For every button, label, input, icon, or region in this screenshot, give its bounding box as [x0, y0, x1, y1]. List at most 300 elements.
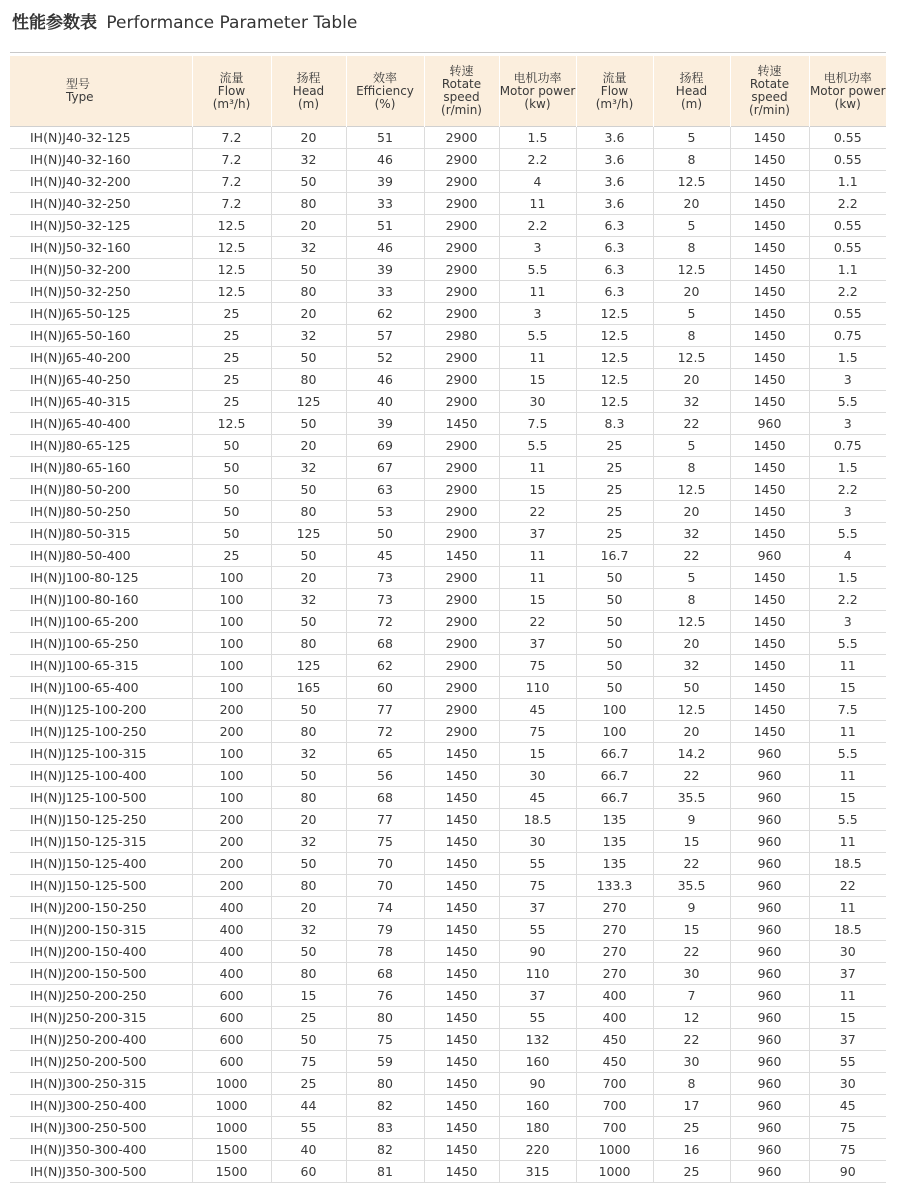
- table-cell: 30: [499, 831, 576, 853]
- table-cell: 2.2: [809, 479, 886, 501]
- table-cell: 11: [809, 985, 886, 1007]
- table-cell: 15: [809, 787, 886, 809]
- table-cell: 15: [653, 919, 730, 941]
- table-cell: 1450: [730, 347, 809, 369]
- model-type-cell: IH(N)J125-100-250: [10, 721, 192, 743]
- table-cell: 960: [730, 809, 809, 831]
- table-cell: 2900: [424, 171, 499, 193]
- table-cell: 15: [809, 1007, 886, 1029]
- table-row: [10, 765, 886, 787]
- table-cell: 50: [271, 941, 346, 963]
- table-cell: 1450: [730, 193, 809, 215]
- table-cell: 45: [499, 699, 576, 721]
- column-header-unit: (m): [297, 96, 320, 111]
- table-cell: 1450: [730, 479, 809, 501]
- table-cell: 2900: [424, 435, 499, 457]
- table-cell: 63: [346, 479, 424, 501]
- column-header: [271, 56, 346, 127]
- table-cell: 600: [192, 1051, 271, 1073]
- table-cell: 62: [346, 303, 424, 325]
- table-cell: 35.5: [653, 787, 730, 809]
- table-row: [10, 853, 886, 875]
- table-cell: 67: [346, 457, 424, 479]
- table-row: [10, 963, 886, 985]
- table-cell: 2900: [424, 721, 499, 743]
- model-type-cell: IH(N)J80-50-315: [10, 523, 192, 545]
- table-cell: 12.5: [192, 237, 271, 259]
- table-cell: 400: [192, 897, 271, 919]
- table-cell: 2900: [424, 347, 499, 369]
- table-cell: 33: [346, 193, 424, 215]
- table-cell: 315: [499, 1161, 576, 1183]
- table-cell: 37: [499, 985, 576, 1007]
- table-cell: 11: [499, 281, 576, 303]
- table-row: [10, 1095, 886, 1117]
- table-cell: 50: [653, 677, 730, 699]
- table-cell: 1450: [424, 941, 499, 963]
- table-cell: 37: [809, 963, 886, 985]
- table-cell: 77: [346, 699, 424, 721]
- table-cell: 600: [192, 985, 271, 1007]
- model-type-cell: IH(N)J125-100-400: [10, 765, 192, 787]
- table-cell: 200: [192, 853, 271, 875]
- table-row: [10, 127, 886, 149]
- table-cell: 960: [730, 897, 809, 919]
- table-cell: 65: [346, 743, 424, 765]
- table-cell: 200: [192, 699, 271, 721]
- table-cell: 32: [271, 919, 346, 941]
- model-type-cell: IH(N)J300-250-400: [10, 1095, 192, 1117]
- column-header-en: Motor power: [499, 83, 576, 98]
- table-cell: 73: [346, 589, 424, 611]
- table-cell: 51: [346, 215, 424, 237]
- table-cell: 1450: [424, 963, 499, 985]
- table-cell: 81: [346, 1161, 424, 1183]
- table-row: [10, 1029, 886, 1051]
- table-header-row: [10, 56, 886, 127]
- table-cell: 83: [346, 1117, 424, 1139]
- model-type-cell: IH(N)J300-250-500: [10, 1117, 192, 1139]
- table-cell: 12.5: [192, 413, 271, 435]
- table-cell: 25: [192, 369, 271, 391]
- table-cell: 200: [192, 875, 271, 897]
- column-header-cn: 流量: [602, 70, 627, 85]
- table-cell: 80: [346, 1073, 424, 1095]
- table-cell: 68: [346, 963, 424, 985]
- model-type-cell: IH(N)J200-150-250: [10, 897, 192, 919]
- model-type-cell: IH(N)J350-300-400: [10, 1139, 192, 1161]
- table-cell: 600: [192, 1007, 271, 1029]
- table-cell: 0.55: [809, 303, 886, 325]
- table-cell: 7.2: [192, 149, 271, 171]
- table-row: [10, 413, 886, 435]
- page-title-en: Performance Parameter Table: [106, 13, 358, 33]
- column-header-unit: (%): [374, 96, 396, 111]
- table-row: [10, 435, 886, 457]
- table-body: [10, 127, 886, 1183]
- table-cell: 2900: [424, 633, 499, 655]
- table-cell: 50: [576, 677, 653, 699]
- table-cell: 11: [809, 831, 886, 853]
- model-type-cell: IH(N)J50-32-250: [10, 281, 192, 303]
- table-row: [10, 633, 886, 655]
- model-type-cell: IH(N)J350-300-500: [10, 1161, 192, 1183]
- column-header-en: Efficiency: [356, 83, 414, 98]
- table-cell: 15: [809, 677, 886, 699]
- table-cell: 960: [730, 1073, 809, 1095]
- table-cell: 75: [809, 1139, 886, 1161]
- table-cell: 1450: [730, 567, 809, 589]
- table-cell: 22: [809, 875, 886, 897]
- table-row: [10, 325, 886, 347]
- table-cell: 400: [192, 919, 271, 941]
- table-cell: 1450: [424, 1117, 499, 1139]
- table-cell: 32: [271, 589, 346, 611]
- table-cell: 1450: [730, 655, 809, 677]
- table-cell: 2.2: [809, 193, 886, 215]
- table-cell: 700: [576, 1117, 653, 1139]
- model-type-cell: IH(N)J80-65-160: [10, 457, 192, 479]
- table-cell: 2900: [424, 589, 499, 611]
- table-cell: 20: [271, 127, 346, 149]
- column-header: [192, 56, 271, 127]
- table-cell: 25: [576, 435, 653, 457]
- table-cell: 12.5: [653, 259, 730, 281]
- model-type-cell: IH(N)J250-200-400: [10, 1029, 192, 1051]
- table-cell: 32: [271, 325, 346, 347]
- table-cell: 0.75: [809, 435, 886, 457]
- table-cell: 1450: [730, 501, 809, 523]
- table-cell: 5: [653, 127, 730, 149]
- table-cell: 4: [809, 545, 886, 567]
- table-cell: 2.2: [809, 281, 886, 303]
- table-cell: 50: [271, 853, 346, 875]
- model-type-cell: IH(N)J65-50-125: [10, 303, 192, 325]
- table-cell: 2900: [424, 369, 499, 391]
- table-cell: 1.1: [809, 259, 886, 281]
- table-row: [10, 369, 886, 391]
- table-cell: 11: [809, 655, 886, 677]
- model-type-cell: IH(N)J150-125-500: [10, 875, 192, 897]
- table-cell: 1.5: [809, 457, 886, 479]
- table-cell: 60: [271, 1161, 346, 1183]
- table-cell: 1450: [730, 369, 809, 391]
- table-cell: 12.5: [576, 347, 653, 369]
- model-type-cell: IH(N)J40-32-160: [10, 149, 192, 171]
- table-cell: 1450: [730, 633, 809, 655]
- model-type-cell: IH(N)J100-80-125: [10, 567, 192, 589]
- table-cell: 1450: [730, 677, 809, 699]
- table-cell: 20: [271, 215, 346, 237]
- table-cell: 50: [271, 413, 346, 435]
- table-cell: 960: [730, 1161, 809, 1183]
- table-cell: 1450: [424, 787, 499, 809]
- table-cell: 17: [653, 1095, 730, 1117]
- table-cell: 3: [809, 413, 886, 435]
- table-cell: 50: [271, 259, 346, 281]
- table-cell: 2900: [424, 567, 499, 589]
- table-cell: 32: [271, 149, 346, 171]
- table-row: [10, 611, 886, 633]
- table-cell: 100: [192, 743, 271, 765]
- table-cell: 7.2: [192, 193, 271, 215]
- table-cell: 1450: [424, 875, 499, 897]
- table-cell: 1000: [576, 1161, 653, 1183]
- table-cell: 135: [576, 809, 653, 831]
- column-header-en: Flow: [600, 83, 629, 98]
- table-cell: 7: [653, 985, 730, 1007]
- table-cell: 79: [346, 919, 424, 941]
- table-cell: 50: [271, 1029, 346, 1051]
- table-cell: 3: [499, 237, 576, 259]
- table-row: [10, 1139, 886, 1161]
- table-cell: 960: [730, 831, 809, 853]
- table-cell: 1.5: [499, 127, 576, 149]
- table-cell: 53: [346, 501, 424, 523]
- table-cell: 66.7: [576, 765, 653, 787]
- table-cell: 11: [499, 193, 576, 215]
- table-cell: 37: [499, 523, 576, 545]
- table-cell: 25: [576, 523, 653, 545]
- title-divider: [10, 52, 886, 53]
- table-cell: 200: [192, 809, 271, 831]
- table-row: [10, 985, 886, 1007]
- table-cell: 25: [192, 325, 271, 347]
- model-type-cell: IH(N)J80-50-250: [10, 501, 192, 523]
- table-cell: 1450: [424, 985, 499, 1007]
- table-cell: 32: [653, 523, 730, 545]
- table-cell: 2900: [424, 259, 499, 281]
- table-cell: 66.7: [576, 743, 653, 765]
- model-type-cell: IH(N)J65-40-400: [10, 413, 192, 435]
- table-cell: 1450: [424, 853, 499, 875]
- model-type-cell: IH(N)J40-32-200: [10, 171, 192, 193]
- table-cell: 55: [271, 1117, 346, 1139]
- column-header-unit: (r/min): [441, 103, 482, 117]
- table-row: [10, 1073, 886, 1095]
- table-cell: 80: [271, 633, 346, 655]
- table-cell: 180: [499, 1117, 576, 1139]
- table-cell: 82: [346, 1139, 424, 1161]
- table-cell: 100: [576, 699, 653, 721]
- table-cell: 75: [499, 721, 576, 743]
- column-header-unit: (r/min): [749, 103, 790, 117]
- table-cell: 1450: [730, 457, 809, 479]
- table-cell: 72: [346, 721, 424, 743]
- table-cell: 1000: [576, 1139, 653, 1161]
- table-cell: 1450: [424, 1073, 499, 1095]
- table-cell: 700: [576, 1095, 653, 1117]
- table-cell: 68: [346, 787, 424, 809]
- table-cell: 1.1: [809, 171, 886, 193]
- table-cell: 39: [346, 171, 424, 193]
- table-cell: 50: [576, 633, 653, 655]
- table-cell: 25: [192, 391, 271, 413]
- table-cell: 25: [271, 1073, 346, 1095]
- table-cell: 30: [809, 941, 886, 963]
- table-cell: 125: [271, 655, 346, 677]
- table-cell: 80: [271, 281, 346, 303]
- table-cell: 50: [576, 611, 653, 633]
- table-cell: 270: [576, 941, 653, 963]
- table-cell: 25: [576, 479, 653, 501]
- table-cell: 3.6: [576, 127, 653, 149]
- column-header-en: Flow: [217, 83, 246, 98]
- table-cell: 1450: [730, 611, 809, 633]
- table-cell: 3: [499, 303, 576, 325]
- table-cell: 2900: [424, 655, 499, 677]
- table-cell: 3: [809, 611, 886, 633]
- table-cell: 15: [499, 479, 576, 501]
- table-cell: 960: [730, 545, 809, 567]
- model-type-cell: IH(N)J150-125-400: [10, 853, 192, 875]
- table-cell: 12.5: [576, 391, 653, 413]
- model-type-cell: IH(N)J65-50-160: [10, 325, 192, 347]
- table-cell: 5.5: [809, 743, 886, 765]
- table-cell: 100: [576, 721, 653, 743]
- column-header: [346, 56, 424, 127]
- table-cell: 2900: [424, 611, 499, 633]
- table-row: [10, 1051, 886, 1073]
- column-header: [424, 56, 499, 127]
- table-cell: 46: [346, 237, 424, 259]
- table-cell: 74: [346, 897, 424, 919]
- table-cell: 30: [653, 963, 730, 985]
- table-cell: 22: [653, 413, 730, 435]
- model-type-cell: IH(N)J200-150-400: [10, 941, 192, 963]
- table-cell: 1450: [424, 919, 499, 941]
- table-cell: 20: [271, 809, 346, 831]
- column-header-cn: 扬程: [296, 70, 321, 85]
- table-cell: 2.2: [499, 215, 576, 237]
- table-cell: 1450: [424, 1029, 499, 1051]
- table-cell: 25: [192, 347, 271, 369]
- table-cell: 80: [271, 787, 346, 809]
- table-cell: 75: [499, 875, 576, 897]
- table-cell: 37: [499, 897, 576, 919]
- table-cell: 50: [192, 479, 271, 501]
- table-cell: 1450: [730, 259, 809, 281]
- table-cell: 110: [499, 963, 576, 985]
- table-cell: 20: [653, 633, 730, 655]
- column-header-cn: 流量: [219, 70, 244, 85]
- model-type-cell: IH(N)J125-100-500: [10, 787, 192, 809]
- column-header: [809, 56, 886, 127]
- column-header-unit: (kw): [834, 96, 861, 111]
- table-row: [10, 391, 886, 413]
- table-cell: 1450: [730, 303, 809, 325]
- table-cell: 32: [653, 391, 730, 413]
- table-row: [10, 1161, 886, 1183]
- table-cell: 82: [346, 1095, 424, 1117]
- table-cell: 16: [653, 1139, 730, 1161]
- table-cell: 30: [653, 1051, 730, 1073]
- table-cell: 8: [653, 149, 730, 171]
- table-cell: 11: [499, 457, 576, 479]
- table-cell: 70: [346, 875, 424, 897]
- table-cell: 80: [271, 193, 346, 215]
- table-cell: 75: [346, 1029, 424, 1051]
- column-header-unit: (m³/h): [595, 96, 634, 111]
- table-cell: 200: [192, 831, 271, 853]
- table-cell: 1500: [192, 1161, 271, 1183]
- table-cell: 32: [271, 831, 346, 853]
- model-type-cell: IH(N)J100-65-315: [10, 655, 192, 677]
- table-row: [10, 479, 886, 501]
- table-cell: 8: [653, 1073, 730, 1095]
- table-cell: 35.5: [653, 875, 730, 897]
- table-cell: 45: [499, 787, 576, 809]
- table-cell: 22: [653, 545, 730, 567]
- table-cell: 700: [576, 1073, 653, 1095]
- model-type-cell: IH(N)J50-32-200: [10, 259, 192, 281]
- table-cell: 2900: [424, 699, 499, 721]
- table-cell: 1450: [424, 765, 499, 787]
- table-cell: 11: [499, 545, 576, 567]
- table-cell: 160: [499, 1051, 576, 1073]
- table-cell: 7.2: [192, 171, 271, 193]
- table-row: [10, 545, 886, 567]
- table-cell: 3.6: [576, 171, 653, 193]
- table-cell: 75: [271, 1051, 346, 1073]
- table-cell: 270: [576, 897, 653, 919]
- table-cell: 600: [192, 1029, 271, 1051]
- model-type-cell: IH(N)J200-150-500: [10, 963, 192, 985]
- column-header-en: Rotate speed: [441, 77, 482, 104]
- table-cell: 75: [499, 655, 576, 677]
- table-cell: 80: [271, 369, 346, 391]
- table-cell: 80: [271, 501, 346, 523]
- table-cell: 100: [192, 765, 271, 787]
- table-row: [10, 347, 886, 369]
- table-cell: 7.5: [809, 699, 886, 721]
- column-header-en: Head: [292, 83, 325, 98]
- table-cell: 450: [576, 1051, 653, 1073]
- table-cell: 40: [271, 1139, 346, 1161]
- table-row: [10, 677, 886, 699]
- table-cell: 2900: [424, 149, 499, 171]
- table-cell: 960: [730, 787, 809, 809]
- table-cell: 75: [346, 831, 424, 853]
- table-cell: 0.55: [809, 215, 886, 237]
- table-cell: 5.5: [809, 633, 886, 655]
- model-type-cell: IH(N)J125-100-315: [10, 743, 192, 765]
- table-cell: 11: [809, 765, 886, 787]
- table-cell: 3.6: [576, 193, 653, 215]
- table-cell: 5.5: [499, 325, 576, 347]
- table-cell: 960: [730, 875, 809, 897]
- table-cell: 12.5: [192, 259, 271, 281]
- table-cell: 9: [653, 809, 730, 831]
- table-cell: 125: [271, 391, 346, 413]
- table-cell: 1450: [730, 391, 809, 413]
- table-cell: 400: [192, 941, 271, 963]
- table-row: [10, 215, 886, 237]
- table-cell: 30: [499, 391, 576, 413]
- column-header-en: Rotate speed: [749, 77, 790, 104]
- table-cell: 6.3: [576, 259, 653, 281]
- table-cell: 69: [346, 435, 424, 457]
- model-type-cell: IH(N)J65-40-250: [10, 369, 192, 391]
- table-cell: 50: [271, 479, 346, 501]
- table-row: [10, 567, 886, 589]
- table-cell: 3: [809, 501, 886, 523]
- table-cell: 50: [576, 567, 653, 589]
- table-cell: 50: [192, 435, 271, 457]
- column-header-cn: 转速: [757, 64, 782, 78]
- table-cell: 12.5: [653, 347, 730, 369]
- table-cell: 50: [576, 655, 653, 677]
